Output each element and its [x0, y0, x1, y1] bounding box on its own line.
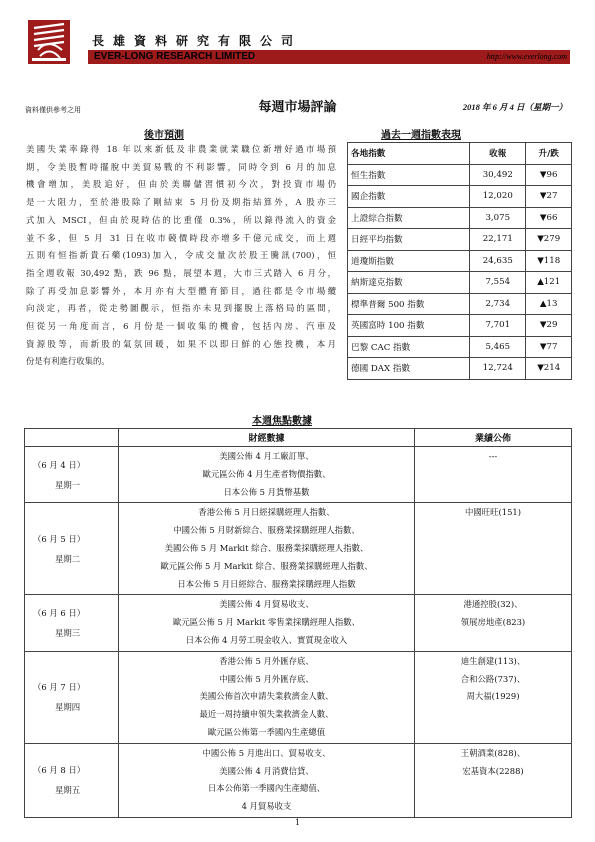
result-item: 迪生創建(113)、	[460, 655, 526, 666]
weekly-weekday: 星期五	[55, 785, 81, 796]
index-row	[348, 207, 572, 229]
weekly-row	[25, 651, 572, 743]
econ-item: 歐元區公佈 4 月生產者物價指數、	[202, 468, 331, 479]
result-item: 港通控股(32)、	[463, 599, 523, 610]
result-item: 王朝酒業(828)、	[460, 747, 526, 758]
outlook-line: 資源股等，而新股的氣氛回暖，如果不以即日鮮的心態投機，本月	[26, 338, 336, 349]
weekly-table	[24, 428, 572, 818]
weekly-weekday: 星期四	[55, 702, 81, 713]
result-item: 周大福(1929)	[466, 691, 520, 702]
index-name: 道瓊斯指數	[348, 250, 470, 272]
col-index-name: 各地指數	[348, 143, 470, 165]
weekly-date-cell	[25, 447, 119, 503]
outlook-line: 並不多，但 5 月 31 日在收市競價時段亦增多千億元成交，而上週	[26, 232, 336, 243]
company-logo	[28, 20, 70, 64]
index-row	[348, 164, 572, 186]
index-row	[348, 229, 572, 251]
outlook-line: 向淡定，再者，從走勢圖觀示，恒指亦未見到擺脫上落格局的區間，	[26, 303, 336, 314]
index-change: ▼96	[526, 164, 572, 186]
result-item: 領展房地產(823)	[460, 617, 526, 628]
weekly-results-cell	[415, 595, 572, 651]
econ-item: 日本公佈 4 月勞工現金收入、實質現金收入	[185, 634, 348, 645]
econ-item: 中國公佈 5 月外匯存底、	[219, 673, 314, 684]
index-row	[348, 336, 572, 358]
weekly-weekday: 星期三	[55, 628, 81, 639]
weekly-row	[25, 447, 572, 503]
col-close: 收報	[470, 143, 526, 165]
col-results: 業績公佈	[415, 429, 572, 447]
result-item: 中國旺旺(151)	[464, 507, 522, 518]
result-item: ---	[488, 451, 498, 461]
weekly-results-cell	[415, 503, 572, 595]
index-close: 7,554	[470, 272, 526, 294]
weekly-row	[25, 743, 572, 817]
weekly-results-cell	[415, 447, 572, 503]
outlook-line: 機會增加，美股追好，但由於美聯儲習慣初今次，對投資市場仍	[26, 179, 336, 190]
weekly-date-cell	[25, 595, 119, 651]
col-date	[25, 429, 119, 447]
weekly-date: （6 月 7 日）	[33, 682, 86, 693]
outlook-line: 份是有利進行收集的。	[26, 356, 110, 367]
index-close: 24,635	[470, 250, 526, 272]
outlook-line: 除了再受加息影響外，本月亦有大型體育節目，過往都是令市場纜	[26, 285, 336, 296]
index-change: ▼214	[526, 358, 572, 380]
weekly-heading: 本週焦點數據	[252, 416, 312, 427]
weekly-econ-cell	[119, 447, 415, 503]
econ-item: 美國公佈 5 月 Markit 綜合、服務業採購經理人指數、	[164, 542, 369, 553]
index-table-header	[348, 143, 572, 165]
econ-item: 中國公佈 5 月財新綜合、服務業採購經理人指數、	[173, 525, 360, 536]
result-item: 合和公路(737)、	[460, 673, 526, 684]
index-change: ▲121	[526, 272, 572, 294]
weekly-econ-cell	[119, 743, 415, 817]
weekly-weekday: 星期一	[55, 479, 81, 490]
index-change: ▼118	[526, 250, 572, 272]
index-name: 納斯達克指數	[348, 272, 470, 294]
index-row	[348, 186, 572, 208]
weekly-table-header	[25, 429, 572, 447]
report-date: 2018 年 6 月 4 日（星期一）	[462, 102, 567, 112]
econ-item: 美國公佈 4 月工廠訂單、	[219, 451, 314, 461]
weekly-econ-cell	[119, 651, 415, 743]
index-change: ▼77	[526, 336, 572, 358]
index-row	[348, 358, 572, 380]
econ-item: 日本公佈第一季國內生產總值、	[207, 783, 326, 794]
weekly-results-cell	[415, 651, 572, 743]
index-close: 7,701	[470, 315, 526, 337]
index-close: 3,075	[470, 207, 526, 229]
index-name: 標準普爾 500 指數	[348, 293, 470, 315]
econ-item: 日本公佈 5 月日經綜合、服務業採購經理人指數	[177, 578, 356, 589]
weekly-date: （6 月 4 日）	[33, 459, 86, 470]
index-name: 上證綜合指數	[348, 207, 470, 229]
index-row	[348, 250, 572, 272]
outlook-line: 指全週收報 30,492 點，跌 96 點，展望本週，大市三式踏入 6 月分，	[26, 267, 336, 278]
result-item: 宏基資本(2288)	[462, 765, 524, 776]
weekly-date: （6 月 5 日）	[33, 533, 86, 544]
index-close: 30,492	[470, 164, 526, 186]
index-close: 12,724	[470, 358, 526, 380]
outlook-line: 式加入 MSCI，但由於現時佔的比重僅 0.3%，所以錄得流入的資金	[26, 214, 336, 225]
econ-item: 歐元區公佈 5 月 Markit 綜合、服務業採購經理人指數、	[160, 560, 373, 571]
index-change: ▼29	[526, 315, 572, 337]
weekly-econ-cell	[119, 503, 415, 595]
index-row	[348, 272, 572, 294]
index-name: 英國富時 100 指數	[348, 315, 470, 337]
econ-item: 美國公佈 4 月貿易收支、	[219, 599, 314, 610]
weekly-date-cell	[25, 503, 119, 595]
outlook-text	[26, 141, 336, 371]
page-number: 1	[294, 818, 301, 827]
outlook-line: 是一大阻力，至於港股除了剛結束 5 月份及期指結算外，A 股亦三	[26, 197, 336, 208]
index-row	[348, 315, 572, 337]
outlook-line: 五則有恒指新貴石藥(1093)加入，令成交量次於股王騰訊(700)，恒	[26, 250, 336, 261]
index-name: 巴黎 CAC 指數	[348, 336, 470, 358]
index-change: ▼66	[526, 207, 572, 229]
index-table	[347, 142, 572, 380]
index-change: ▼279	[526, 229, 572, 251]
col-econ-data: 財經數據	[119, 429, 415, 447]
index-close: 22,171	[470, 229, 526, 251]
index-close: 5,465	[470, 336, 526, 358]
index-name: 國企指數	[348, 186, 470, 208]
econ-item: 中國公佈 5 月進出口、貿易收支、	[202, 747, 331, 758]
weekly-row	[25, 595, 572, 651]
econ-item: 4 月貿易收支	[241, 801, 292, 812]
disclaimer-note: 資料僅供參考之用	[25, 106, 81, 114]
index-close: 12,020	[470, 186, 526, 208]
index-name: 德國 DAX 指數	[348, 358, 470, 380]
col-change: 升/跌	[526, 143, 572, 165]
outlook-heading: 後市預測	[144, 130, 184, 141]
outlook-line: 但從另一角度而言，6 月份是一個收集的機會，包括內房、汽車及	[26, 321, 336, 332]
weekly-econ-cell	[119, 595, 415, 651]
company-name-zh: 長雄資料研究有限公司	[92, 34, 303, 48]
econ-item: 香港公佈 5 月日經採購經理人指數、	[198, 507, 335, 518]
index-name: 日經平均指數	[348, 229, 470, 251]
weekly-row	[25, 503, 572, 595]
econ-item: 美國公佈首次申請失業救濟金人數、	[199, 691, 334, 702]
outlook-line: 美國失業率錄得 18 年以來新低及非農業就業職位新增好過市場預	[26, 144, 336, 154]
index-change: ▲13	[526, 293, 572, 315]
weekly-date-cell	[25, 743, 119, 817]
report-title: 每週市場評論	[258, 100, 337, 115]
index-row	[348, 293, 572, 315]
econ-item: 歐元區公佈 5 月 Markit 零售業採購經理人指數、	[172, 617, 361, 628]
econ-item: 最近一周持續申領失業救濟金人數、	[199, 709, 334, 720]
weekly-date: （6 月 6 日）	[33, 608, 86, 619]
econ-item: 日本公佈 5 月貨幣基數	[223, 486, 310, 497]
company-url[interactable]: http://www.everlong.com	[486, 52, 567, 61]
index-name: 恒生指數	[348, 164, 470, 186]
outlook-line: 期，令美股暫時擺脫中美貿易戰的不利影響，同時令到 6 月的加息	[26, 161, 336, 172]
weekly-weekday: 星期二	[55, 553, 81, 564]
econ-item: 美國公佈 4 月消費信貸、	[219, 765, 314, 776]
index-change: ▼27	[526, 186, 572, 208]
weekly-date: （6 月 8 日）	[33, 765, 86, 776]
econ-item: 歐元區公佈第一季國內生產總值	[207, 726, 326, 737]
index-heading: 過去一週指數表現	[381, 130, 461, 141]
index-close: 2,734	[470, 293, 526, 315]
weekly-date-cell	[25, 651, 119, 743]
company-name-en: EVER-LONG RESEARCH LIMITED	[94, 51, 256, 62]
weekly-results-cell	[415, 743, 572, 817]
econ-item: 香港公佈 5 月外匯存底、	[219, 655, 314, 666]
